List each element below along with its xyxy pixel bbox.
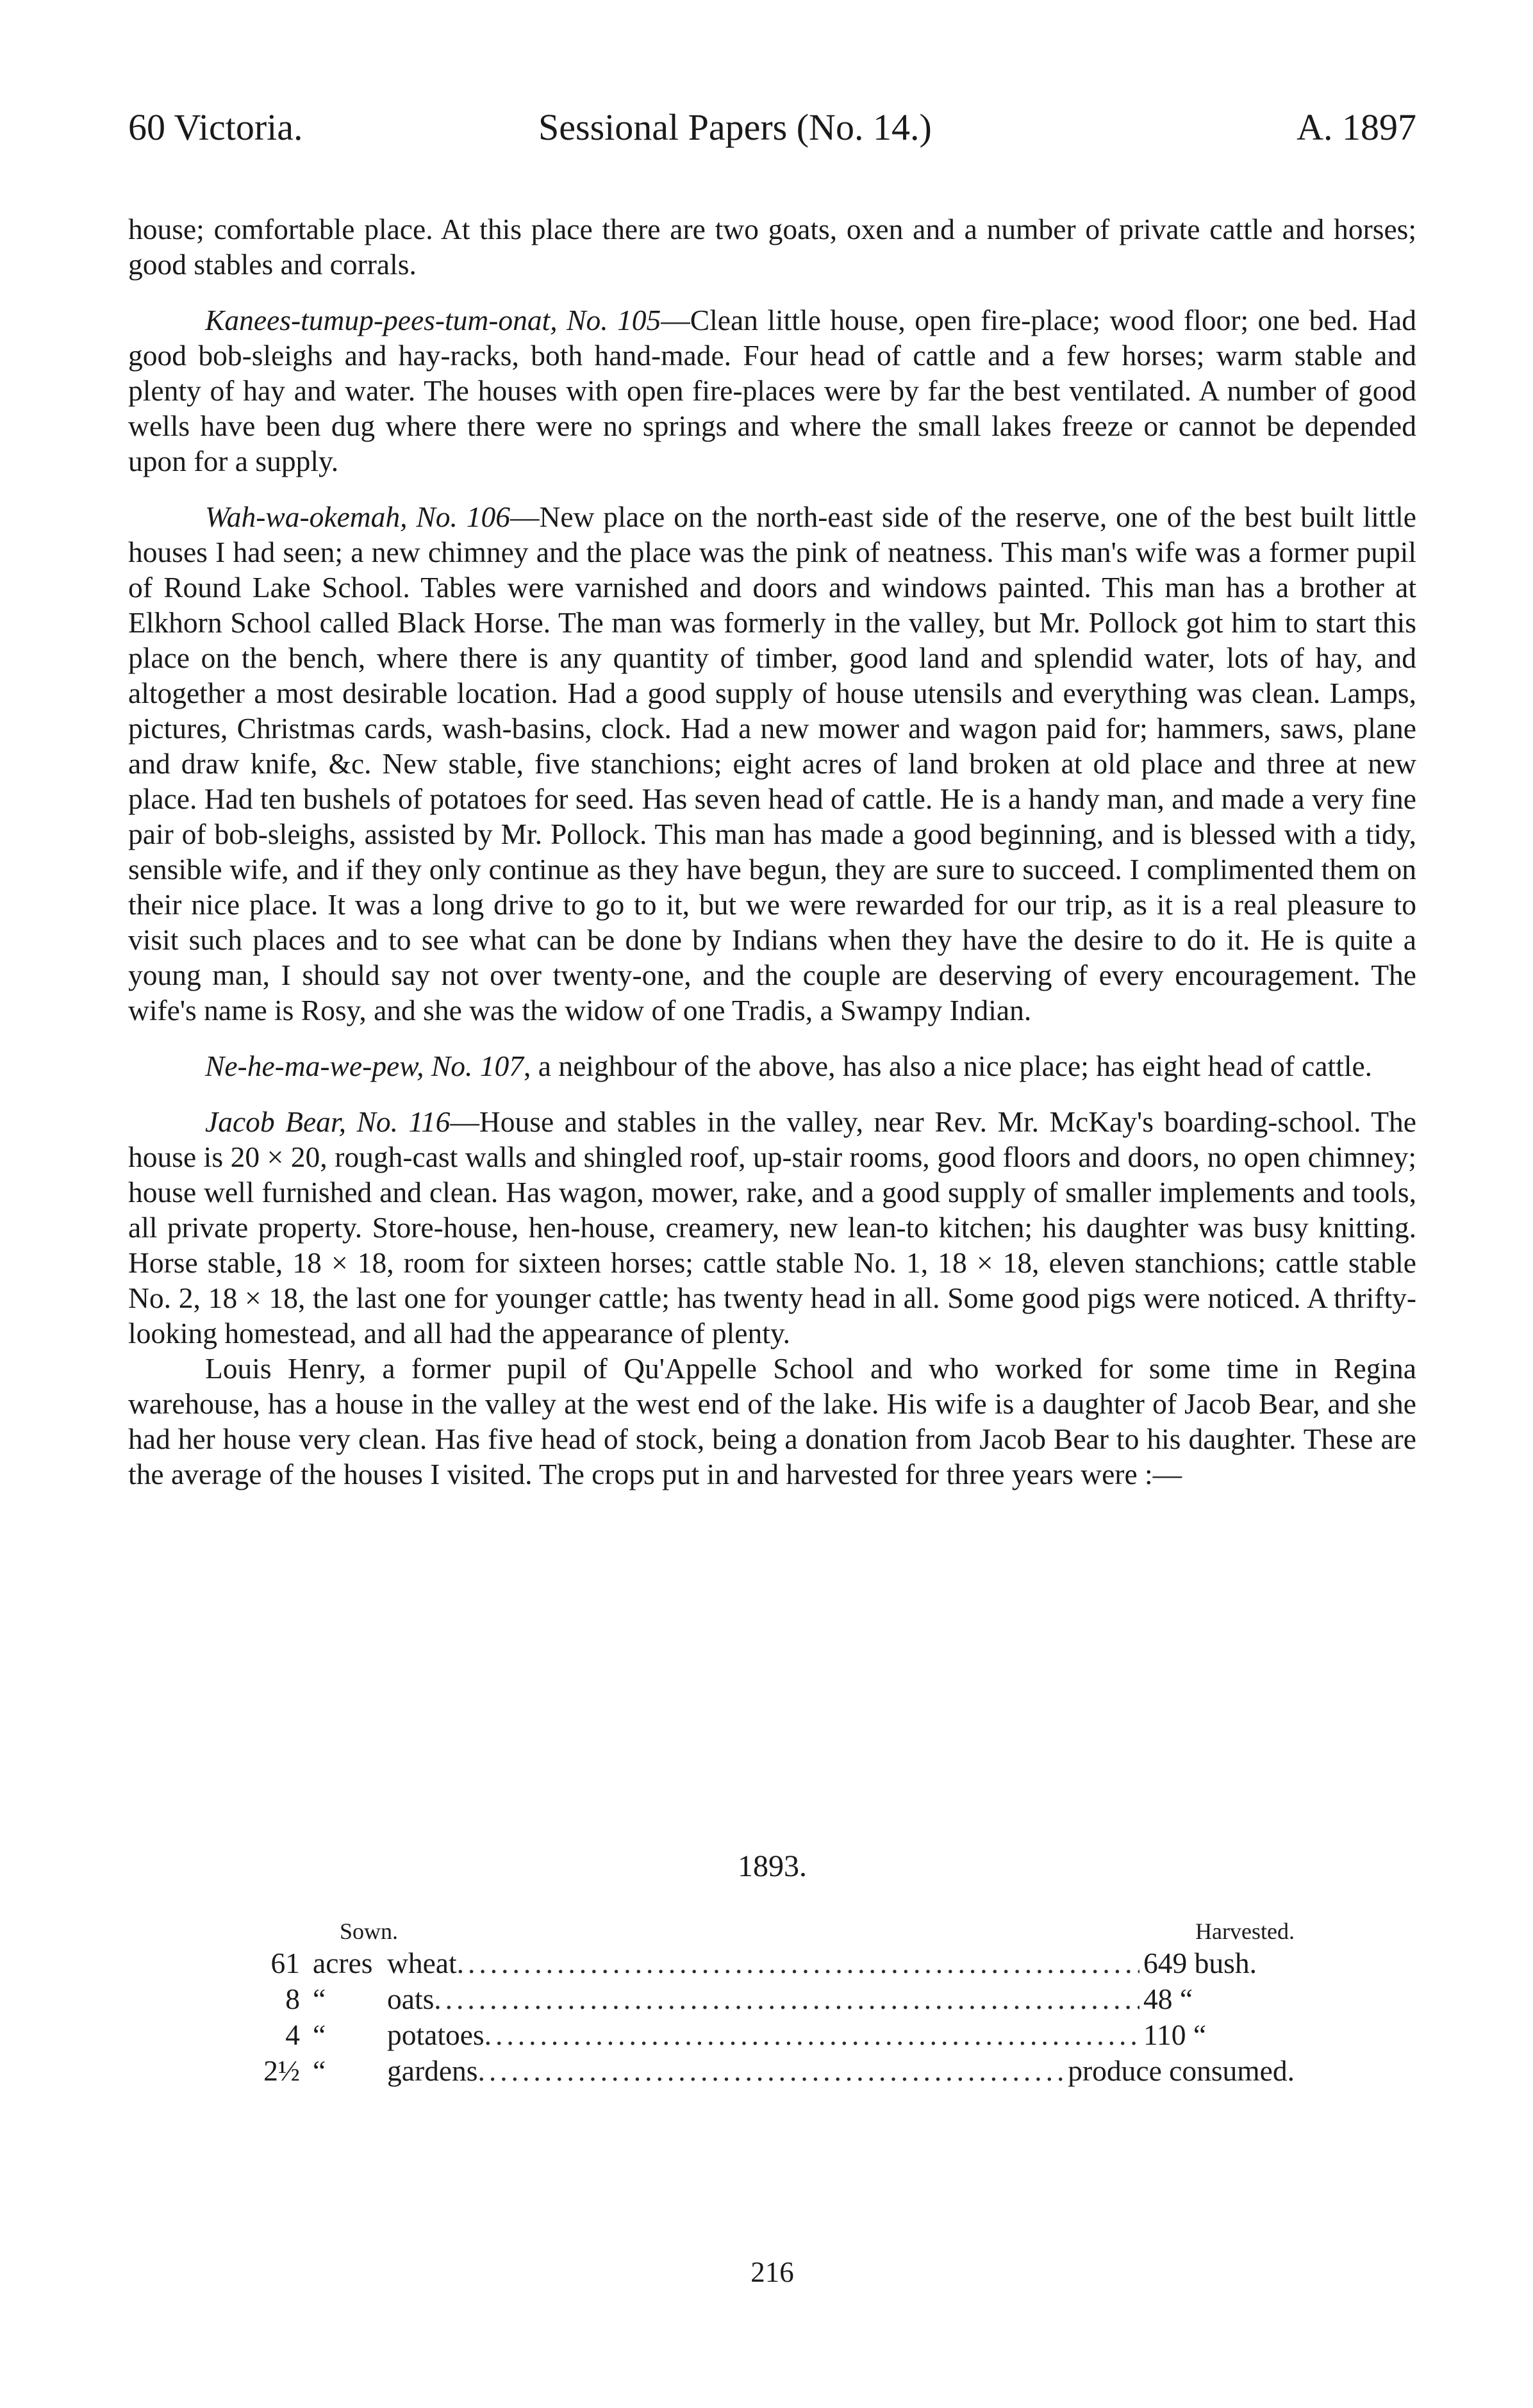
crop-yield: produce consumed. — [1068, 2054, 1295, 2087]
crop-row — [256, 1982, 1295, 2018]
paragraph — [128, 211, 1416, 282]
crop-table-header — [256, 1913, 1295, 1946]
house-entry-name: Kanees-tumup-pees-tum-onat, No. 105 — [205, 304, 661, 336]
crop-quantity: 2½ — [263, 2054, 300, 2087]
header-title: Sessional Papers (No. 14.) — [538, 106, 932, 148]
dot-leader — [434, 1982, 1139, 2016]
paragraph-text: —Clean little house, open fire-place; wood floor; one bed. Had good bob-sleighs and hay-racks, both hand-made. Four head of cattle and a few horses; warm stable and plenty of hay and water. The houses with open fire-places were by far the best ventilated. A number of good wells have been dug where there were no springs and where the small lakes freeze or cannot be depended upon for a supply. — [128, 304, 1417, 477]
crop-row — [256, 2018, 1295, 2054]
paragraph — [128, 1351, 1416, 1492]
crop-quantity: 61 — [270, 1947, 300, 1979]
crop-yield: 110 “ — [1143, 2018, 1207, 2051]
dot-leader — [457, 1946, 1139, 1980]
crop-table — [256, 1913, 1295, 2090]
paragraph — [128, 1104, 1416, 1351]
crop-unit: “ — [313, 1983, 326, 2015]
crop-quantity: 4 — [285, 2018, 300, 2051]
crop-row — [256, 1946, 1295, 1982]
paragraph — [128, 499, 1416, 1028]
paragraph-text: house; comfortable place. At this place there are two goats, oxen and a number of private cattle and horses; good stables and corrals. — [128, 213, 1416, 281]
dot-leader — [485, 2018, 1139, 2052]
paragraph-text: —House and stables in the valley, near Rev. Mr. McKay's boarding-school. The house is 20 × 20, rough-cast walls and shingled roof, up-stair rooms, good floors and doors, no open chimney; house well furnished and clean. Has wagon, mower, rake, and a good supply of smaller implements and tools, all private property. Store-house, hen-house, creamery, new lean-to kitchen; his daughter was busy knitting. Horse stable, 18 × 18, room for sixteen horses; cattle stable No. 1, 18 × 18, eleven stanchions; cattle stable No. 2, 18 × 18, the last one for younger cattle; has twenty head in all. Some good pigs were noticed. A thrifty-looking homestead, and all had the appearance of plenty. — [128, 1105, 1416, 1349]
page-number: 216 — [750, 2256, 794, 2288]
house-entry-name: Jacob Bear, No. 116 — [205, 1105, 451, 1138]
house-entry-name: Ne-he-ma-we-pew, No. 107 — [205, 1050, 524, 1082]
paragraph-text: , a neighbour of the above, has also a nice place; has eight head of cattle. — [524, 1050, 1373, 1082]
paragraph — [128, 1048, 1416, 1084]
paragraph-text: —New place on the north-east side of the reserve, one of the best built little houses I had seen; a new chimney and the place was the pink of neatness. This man's wife was a former pupil of Round Lake School. Tables were varnished and doors and windows painted. This man has a brother at Elkhorn School called Black Horse. The man was formerly in the valley, but Mr. Pollock got him to start this place on the bench, where there is any quantity of timber, good land and splendid water, lots of hay, and altogether a most desirable location. Had a good supply of house utensils and everything was clean. Lamps, pictures, Christmas cards, wash-basins, clock. Had a new mower and wagon paid for; hammers, saws, plane and draw knife, &c. New stable, five stanchions; eight acres of land broken at old place and three at new place. Had ten bushels of potatoes for seed. Has seven head of cattle. He is a handy man, and made a very fine pair of bob-sleighs, assisted by Mr. Pollock. This man has made a good beginning, and is blessed with a tidy, sensible wife, and if they only continue as they have begun, they are sure to succeed. I complimented them on their nice place. It was a long drive to go to it, but we were rewarded for our trip, as it is a real pleasure to visit such places and to see what can be done by Indians when they have the desire to do it. He is quite a young man, I should say not over twenty-one, and the couple are deserving of every encouragement. The wife's name is Rosy, and she was the widow of one Tradis, a Swampy Indian. — [128, 500, 1416, 1027]
house-entry-name: Wah-wa-okemah, No. 106 — [205, 500, 511, 533]
crop-unit: “ — [313, 2054, 326, 2087]
crop-unit: acres — [313, 1947, 373, 1979]
crop-row — [256, 2054, 1295, 2090]
dot-leader — [478, 2054, 1065, 2088]
crop-name: gardens — [387, 2054, 478, 2087]
header-year: A. 1897 — [1297, 106, 1416, 148]
header-volume: 60 Victoria. — [128, 106, 303, 148]
crop-year-heading: 1893. — [738, 1849, 807, 1883]
running-header — [128, 106, 1416, 157]
crop-yield: 649 bush. — [1143, 1947, 1257, 1979]
crop-name: potatoes — [387, 2018, 485, 2051]
crop-name: wheat — [387, 1947, 457, 1979]
crop-quantity: 8 — [285, 1983, 300, 2015]
crop-unit: “ — [313, 2018, 326, 2051]
paragraph-text: Louis Henry, a former pupil of Qu'Appelle School and who worked for some time in Regina warehouse, has a house in the valley at the west end of the lake. His wife is a daughter of Jacob Bear, and she had her house very clean. Has five head of stock, being a donation from Jacob Bear to his daughter. These are the average of the houses I visited. The crops put in and harvested for three years were :— — [128, 1352, 1416, 1490]
sown-column-label: Sown. — [340, 1918, 399, 1944]
body-text — [128, 211, 1416, 1492]
paragraph — [128, 302, 1416, 479]
harvested-column-label: Harvested. — [1195, 1918, 1295, 1944]
crop-name: oats — [387, 1983, 435, 2015]
crop-yield: 48 “ — [1143, 1983, 1193, 2015]
